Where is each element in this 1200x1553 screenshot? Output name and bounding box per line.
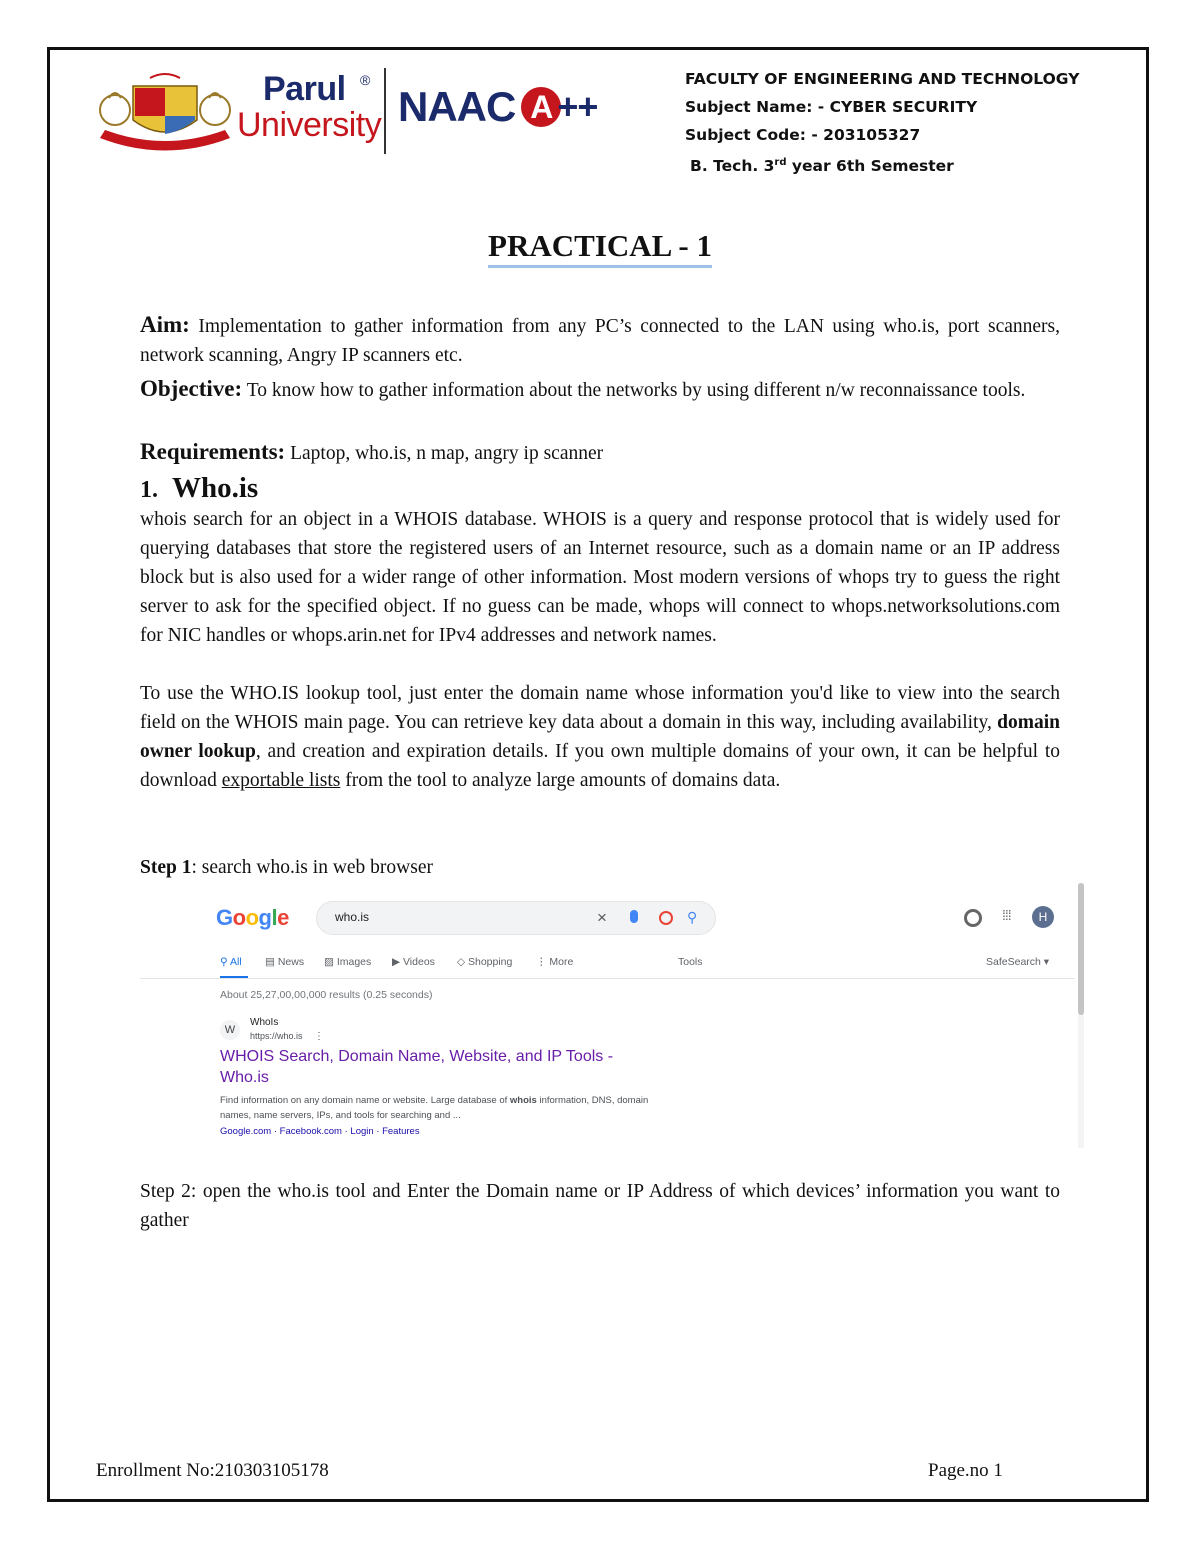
section-number: 1. [140, 477, 158, 503]
exportable-lists-link[interactable]: exportable lists [221, 770, 341, 791]
scrollbar-thumb[interactable] [1078, 883, 1084, 1015]
faculty-line: FACULTY OF ENGINEERING AND TECHNOLOGY [685, 70, 1080, 88]
apps-grid-icon[interactable]: ⁞⁞⁞ [1002, 907, 1011, 923]
semester-sup: rd [774, 157, 787, 168]
logo-registered-mark: ® [360, 72, 371, 88]
safesearch-button[interactable]: SafeSearch ▾ [986, 956, 1050, 968]
logo-divider [384, 68, 386, 154]
semester-line [685, 152, 1135, 180]
aim-label: Aim: [140, 312, 190, 337]
aim-paragraph [140, 310, 1060, 370]
microphone-icon[interactable] [630, 910, 638, 923]
naac-grade-badge: A [521, 87, 561, 127]
aim-text: Implementation to gather information from any PC’s connected to the LAN using who.is, port scanners, network scanning, Angry IP scanners etc. [140, 316, 1060, 366]
result-url[interactable]: https://who.is [250, 1031, 303, 1041]
subject-code-line: Subject Code: - 203105327 [685, 126, 921, 144]
enrollment-number: Enrollment No:210303105178 [96, 1460, 329, 1481]
page-number: Page.no 1 [928, 1460, 1003, 1481]
lens-icon[interactable] [659, 911, 673, 925]
avatar[interactable]: H [1032, 906, 1054, 928]
search-query[interactable]: who.is [335, 910, 370, 924]
domain-owner-lookup-text: domain owner lookup [140, 712, 1060, 762]
section-title: Who.is [172, 472, 259, 504]
tab-more[interactable]: ⋮ More [536, 956, 574, 968]
tab-videos[interactable]: ▶ Videos [392, 956, 435, 968]
parul-university-logo [237, 68, 382, 156]
result-site-name[interactable]: WhoIs [250, 1017, 279, 1028]
step2-paragraph: Step 2: open the who.is tool and Enter the Domain name or IP Address of which devices’ information you want to gather [140, 1181, 1060, 1231]
requirements-label: Requirements: [140, 439, 286, 464]
naac-plus: ++ [557, 86, 598, 127]
google-search-screenshot [140, 883, 1085, 1148]
clear-icon[interactable]: × [597, 908, 607, 927]
section-heading-whois [140, 472, 258, 505]
logo-parul-text: Parul [263, 70, 346, 108]
google-search-box[interactable] [316, 901, 716, 935]
whois-description: whois search for an object in a WHOIS database. WHOIS is a query and response protocol that is widely used for querying databases that store the registered users of an Internet resource, such as a domain name or an IP address block but is also used for a wider range of other information. Most modern versions of whops try to guess the right server to ask for the specified object. If no guess can be made, whops will connect to whops.networksolutions.com for NIC handles or whops.arin.net for IPv4 addresses and network names. [140, 509, 1060, 646]
naac-text: NAAC [398, 83, 516, 130]
site-favicon: W [220, 1020, 240, 1040]
usage-text-c: from the tool to analyze large amounts of domains data. [340, 770, 781, 791]
objective-text: To know how to gather information about the networks by using different n/w reconnaissance tools. [242, 380, 1026, 401]
result-snippet: Find information on any domain name or website. Large database of whois information, DNS, domain names, name servers, IPs, and tools for searching and ... [220, 1095, 649, 1121]
header-info [685, 68, 1135, 180]
tab-news[interactable]: ▤ News [265, 956, 305, 968]
gear-icon[interactable] [964, 909, 982, 927]
google-logo: Google [216, 905, 289, 930]
requirements-text: Laptop, who.is, n map, angry ip scanner [285, 443, 604, 464]
result-sitelinks[interactable]: Google.com · Facebook.com · Login · Features [220, 1126, 420, 1137]
tools-button[interactable]: Tools [678, 956, 703, 968]
naac-logo [398, 82, 597, 132]
tabs-divider [140, 978, 1075, 979]
subject-name-line: Subject Name: - CYBER SECURITY [685, 98, 978, 116]
result-title-link[interactable]: WHOIS Search, Domain Name, Website, and IP Tools - Who.is [220, 1048, 614, 1086]
university-crest-logo [95, 68, 235, 156]
step1-paragraph [140, 853, 1060, 882]
tab-shopping[interactable]: ◇ Shopping [457, 956, 513, 968]
requirements-paragraph [140, 437, 1060, 468]
search-icon[interactable]: ⚲ [687, 909, 698, 925]
tab-images[interactable]: ▨ Images [324, 956, 372, 968]
step1-text: : search who.is in web browser [191, 857, 433, 878]
usage-text-b: , and creation and expiration details. If you own multiple domains of your own, it can be helpful to download [140, 741, 1060, 791]
semester-suffix: year 6th Semester [786, 157, 954, 176]
whois-usage-paragraph [140, 679, 1060, 795]
logo-university-text: University [237, 106, 382, 144]
usage-text-a: To use the WHO.IS lookup tool, just enter the domain name whose information you'd like to view into the search field on the WHOIS main page. You can retrieve key data about a domain in this way, including availability, [140, 683, 1060, 733]
page-title-text: PRACTICAL - 1 [488, 228, 712, 268]
semester-prefix: B. Tech. 3 [690, 157, 775, 176]
objective-label: Objective: [140, 376, 243, 401]
tab-all[interactable]: ⚲ All [220, 956, 242, 968]
result-menu-icon[interactable]: ⋮ [314, 1031, 324, 1042]
page-title [0, 228, 1200, 264]
result-stats: About 25,27,00,00,000 results (0.25 seconds) [220, 989, 433, 1001]
objective-paragraph [140, 374, 1060, 405]
step1-label: Step 1 [140, 857, 192, 878]
